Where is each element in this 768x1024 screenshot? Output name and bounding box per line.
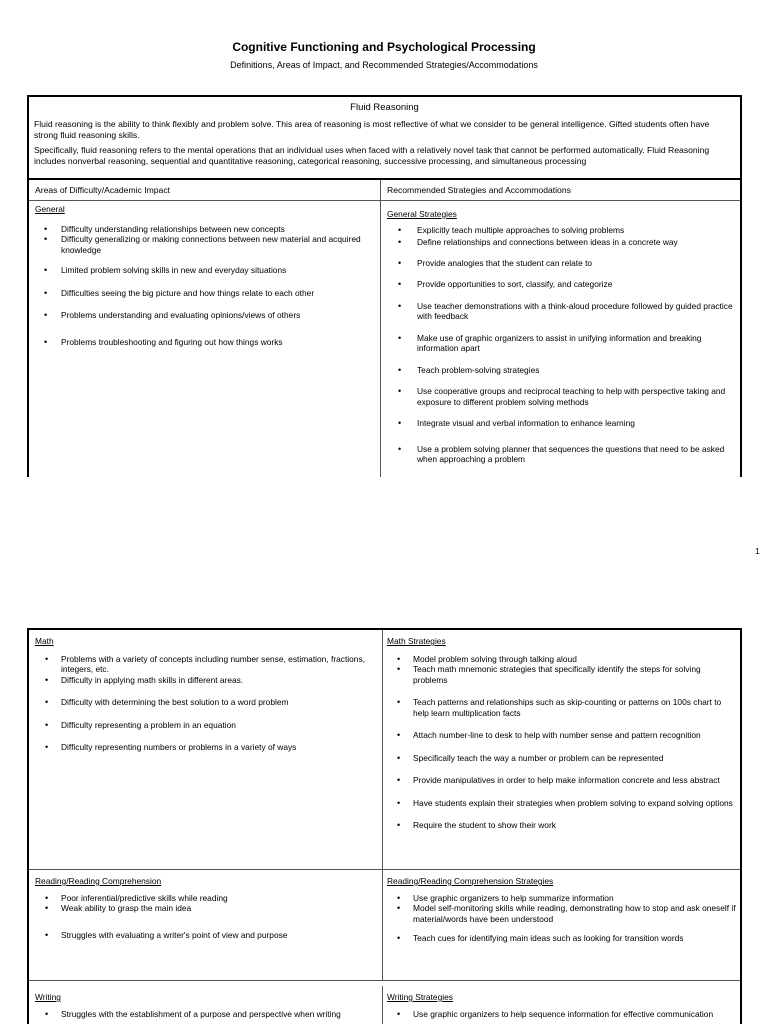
list-item: • Difficulty representing a problem in an equation (35, 720, 376, 731)
list-item: • Difficulty generalizing or making connections between new material and acquired knowledge (35, 234, 374, 255)
fluid-reasoning-definition (29, 97, 740, 180)
list-item: • Difficulty understanding relationships between new concepts (35, 224, 374, 235)
math-strategies-heading: Math Strategies (387, 636, 446, 646)
list-item: • Explicitly teach multiple approaches to solving problems (387, 225, 734, 236)
list-item: • Difficulty with determining the best solution to a word problem (35, 697, 376, 708)
column-header-difficulty: Areas of Difficulty/Academic Impact (29, 180, 381, 200)
fluid-definition-paragraph-2: Specifically, fluid reasoning refers to the mental operations that an individual uses when faced with a relatively novel task that cannot be performed automatically. Fluid Reasoning includes nonverbal reasoning, sequential and quantitative reasoning, categorical reasoning, successive processing, and simultaneous processing (34, 145, 710, 166)
list-item: • Teach patterns and relationships such as skip-counting or patterns on 100s chart to help learn multiplication facts (387, 697, 736, 718)
math-row (29, 630, 740, 870)
list-item: • Difficulty in applying math skills in different areas. (35, 675, 376, 686)
list-item: • Teach problem-solving strategies (387, 365, 734, 376)
general-difficulty-list (35, 224, 374, 348)
general-difficulty-cell (29, 201, 381, 477)
reading-strategies-list (387, 893, 736, 944)
fluid-definition-paragraph-1: Fluid reasoning is the ability to think flexibly and problem solve. This area of reasoning is most reflective of what we consider to be general intelligence. Gifted students often have strong fluid reasoning skills. (34, 119, 710, 140)
fluid-reasoning-title: Fluid Reasoning (350, 102, 419, 113)
list-item: • Model problem solving through talking aloud (387, 654, 736, 665)
general-strategies-cell (381, 201, 740, 477)
reading-difficulty-cell (29, 870, 383, 980)
list-item: • Difficulties seeing the big picture and how things relate to each other (35, 288, 374, 299)
writing-strategies-list (387, 1009, 736, 1020)
math-difficulty-cell (29, 630, 383, 869)
document-subtitle: Definitions, Areas of Impact, and Recommended Strategies/Accommodations (230, 60, 538, 70)
math-strategies-list (387, 654, 736, 831)
list-item: • Struggles with evaluating a writer's point of view and purpose (35, 930, 376, 941)
general-row (29, 201, 740, 477)
page-number: 1 (755, 546, 760, 556)
document-title: Cognitive Functioning and Psychological Processing (232, 40, 536, 54)
list-item: • Attach number-line to desk to help with number sense and pattern recognition (387, 730, 736, 741)
writing-difficulty-cell (29, 986, 383, 1024)
math-heading: Math (35, 636, 54, 646)
list-item: • Difficulty representing numbers or problems in a variety of ways (35, 742, 376, 753)
writing-difficulty-list (35, 1009, 376, 1020)
list-item: • Teach cues for identifying main ideas such as looking for transition words (387, 933, 736, 944)
list-item: • Specifically teach the way a number or problem can be represented (387, 753, 736, 764)
list-item: • Use graphic organizers to help sequence information for effective communication (387, 1009, 736, 1020)
reading-strategies-heading: Reading/Reading Comprehension Strategies (387, 876, 554, 886)
list-item: • Integrate visual and verbal information to enhance learning (387, 418, 734, 429)
list-item: • Provide analogies that the student can relate to (387, 258, 734, 269)
list-item: • Struggles with the establishment of a purpose and perspective when writing (35, 1009, 376, 1020)
reading-strategies-cell (383, 870, 740, 980)
list-item: • Teach math mnemonic strategies that specifically identify the steps for solving problems (387, 664, 736, 685)
general-strategies-list (387, 225, 734, 465)
list-item: • Weak ability to grasp the main idea (35, 903, 376, 914)
list-item: • Problems understanding and evaluating opinions/views of others (35, 310, 374, 321)
list-item: • Limited problem solving skills in new and everyday situations (35, 265, 374, 276)
list-item: • Use a problem solving planner that sequences the questions that need to be asked when approaching a problem (387, 444, 734, 465)
list-item: • Require the student to show their work (387, 820, 736, 831)
column-header-strategies: Recommended Strategies and Accommodations (387, 185, 571, 195)
writing-strategies-cell (383, 986, 740, 1024)
reading-heading: Reading/Reading Comprehension (35, 876, 162, 886)
math-strategies-cell (383, 630, 740, 869)
list-item: • Model self-monitoring skills while reading, demonstrating how to stop and ask oneself if material/words have been understood (387, 903, 736, 924)
general-strategies-heading: General Strategies (387, 209, 457, 219)
subject-strategies-table (27, 628, 742, 1024)
list-item: • Provide manipulatives in order to help make information concrete and less abstract (387, 775, 736, 786)
list-item: • Problems with a variety of concepts including number sense, estimation, fractions, integers, etc. (35, 654, 376, 675)
list-item: • Provide opportunities to sort, classify, and categorize (387, 279, 734, 290)
list-item: • Use teacher demonstrations with a think-aloud procedure followed by guided practice with feedback (387, 301, 734, 322)
general-heading: General (35, 204, 65, 214)
writing-row (29, 981, 740, 1024)
reading-row (29, 870, 740, 981)
list-item: • Poor inferential/predictive skills while reading (35, 893, 376, 904)
list-item: • Define relationships and connections between ideas in a concrete way (387, 237, 734, 248)
writing-heading: Writing (35, 992, 61, 1002)
list-item: • Have students explain their strategies when problem solving to expand solving options (387, 798, 736, 809)
column-headers (29, 180, 740, 201)
writing-strategies-heading: Writing Strategies (387, 992, 453, 1002)
list-item: • Use graphic organizers to help summarize information (387, 893, 736, 904)
list-item: • Problems troubleshooting and figuring out how things works (35, 337, 374, 348)
list-item: • Make use of graphic organizers to assist in unifying information and breaking information apart (387, 333, 734, 354)
fluid-reasoning-table (27, 95, 742, 477)
reading-difficulty-list (35, 893, 376, 941)
math-difficulty-list (35, 654, 376, 753)
list-item: • Use cooperative groups and reciprocal teaching to help with perspective taking and exposure to different problem solving methods (387, 386, 734, 407)
